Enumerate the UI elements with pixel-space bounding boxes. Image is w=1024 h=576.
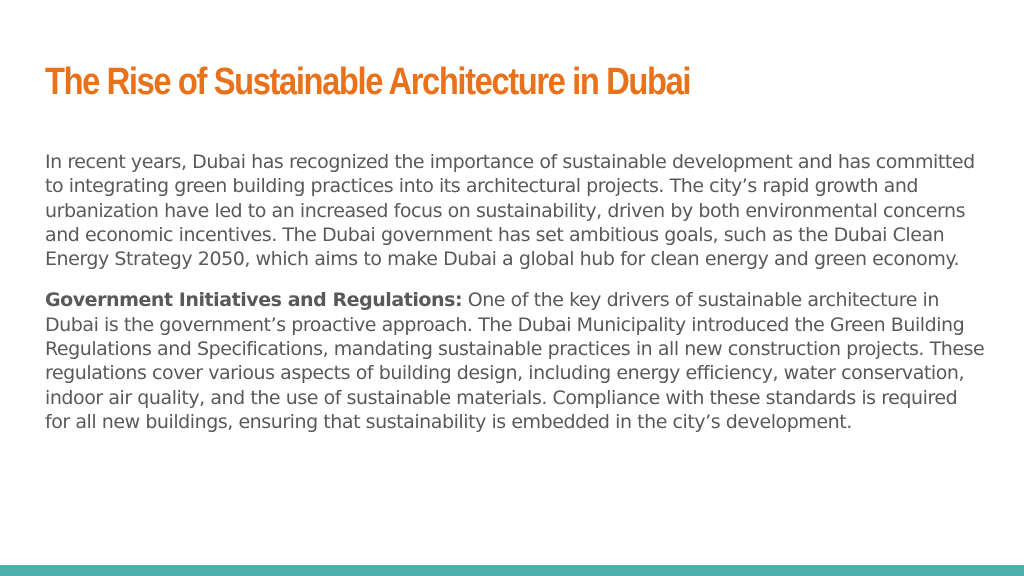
regulations-paragraph — [45, 288, 985, 434]
regulations-heading: Government Initiatives and Regulations: — [45, 289, 463, 312]
slide-title: The Rise of Sustainable Architecture in Dubai — [45, 61, 691, 103]
intro-paragraph: In recent years, Dubai has recognized the importance of sustainable development and has committed to integrating green building practices into its architectural projects. The city’s rapid growth and urbanization have led to an increased focus on sustainability, driven by both environmental concerns and economic incentives. The Dubai government has set ambitious goals, such as the Dubai Clean Energy Strategy 2050, which aims to make Dubai a global hub for clean energy and green economy. — [45, 151, 975, 271]
regulations-text: One of the key drivers of sustainable architecture in Dubai is the government’s proactive approach. The Dubai Municipality introduced the Green Building Regulations and Specifications, mandating sustainable practices in all new construction projects. These regulations cover various aspects of building design, including energy efficiency, water conservation, indoor air quality, and the use of sustainable materials. Compliance with these standards is required for all new buildings, ensuring that sustainability is embedded in the city’s development. — [45, 289, 985, 433]
slide-body — [45, 150, 985, 434]
bottom-accent-bar — [0, 565, 1024, 576]
